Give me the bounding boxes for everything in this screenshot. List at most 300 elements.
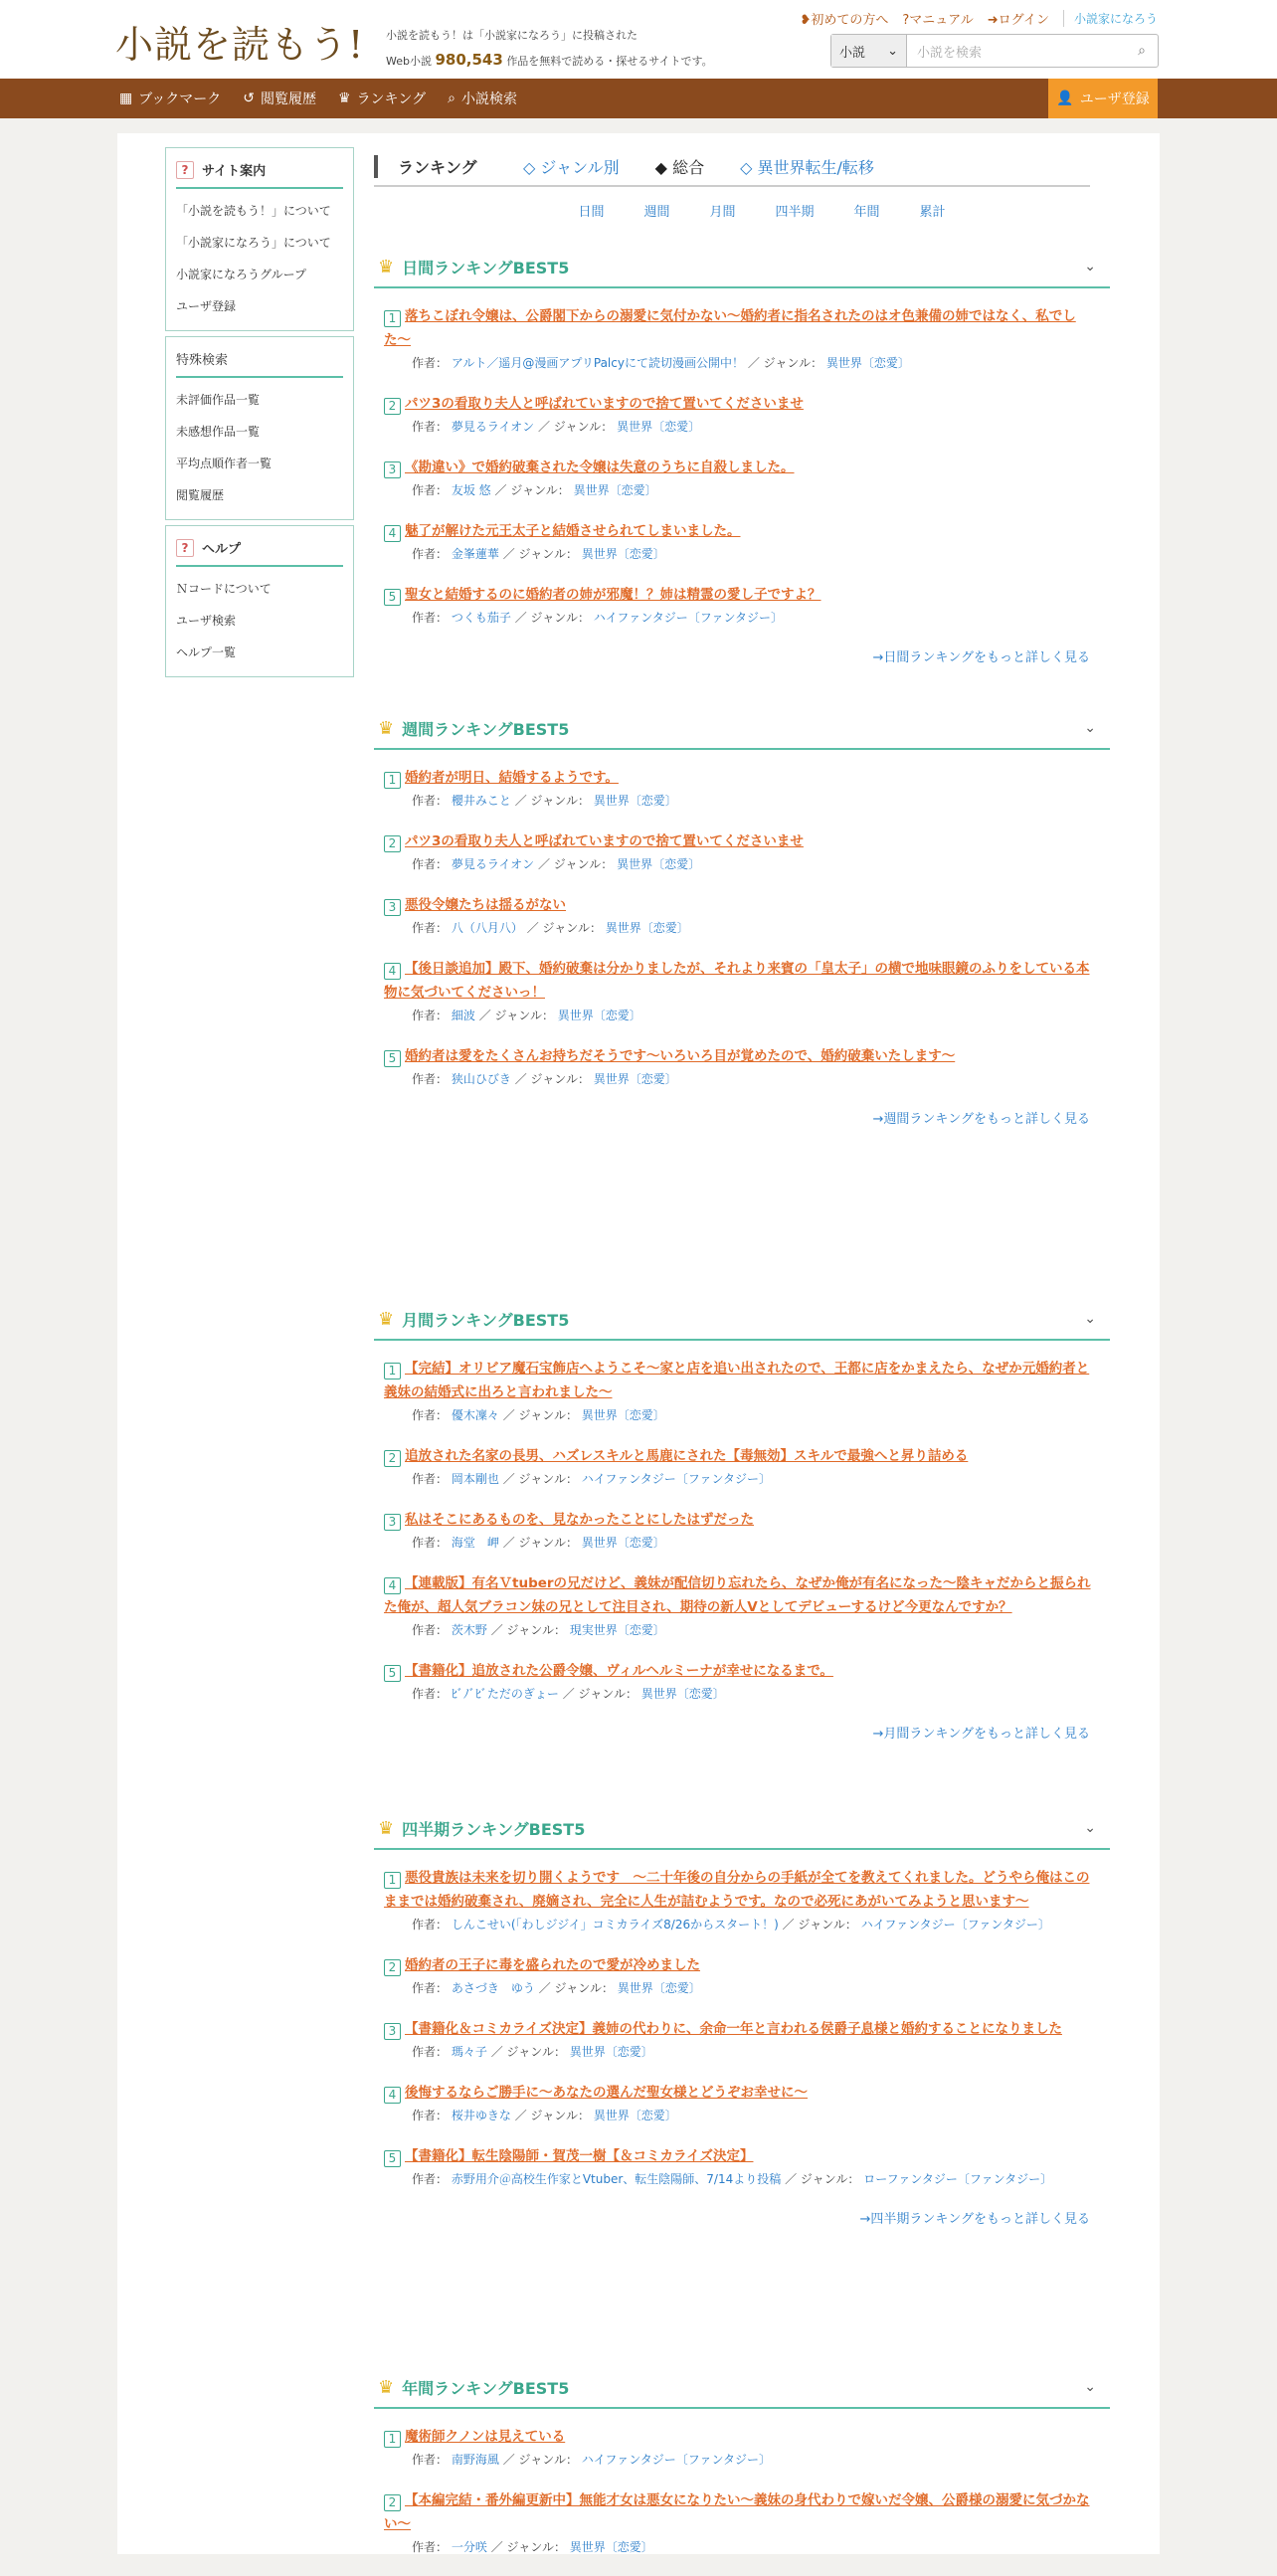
novel-title-link[interactable] bbox=[384, 1571, 1100, 1619]
author-link[interactable]: 岡本剛也 bbox=[451, 1472, 499, 1486]
author-label: 作者： bbox=[412, 483, 449, 497]
author-label: 作者： bbox=[412, 1536, 449, 1550]
novel-title-link[interactable] bbox=[384, 2425, 1100, 2449]
author-label: 作者： bbox=[412, 356, 449, 370]
entry-meta bbox=[384, 2536, 1100, 2558]
genre-label: ／ ジャンル： bbox=[514, 611, 590, 625]
novel-title: 落ちこぼれ令嬢は、公爵閣下からの溺愛に気付かない〜婚約者に指名されたのはオ色兼備の姉ではなく、私でした〜 bbox=[384, 308, 1076, 348]
author-link[interactable]: 茨木野 bbox=[451, 1623, 487, 1637]
novel-title-link[interactable] bbox=[384, 1659, 1100, 1683]
entry-meta bbox=[384, 1404, 1100, 1426]
rank-number: 4 bbox=[384, 963, 401, 980]
section-header[interactable] bbox=[374, 1808, 1110, 1850]
author-link[interactable]: 細波 bbox=[451, 1009, 475, 1022]
novel-title-link[interactable] bbox=[384, 2081, 1100, 2105]
nav-history-label: 閲覧履歴 bbox=[261, 92, 316, 107]
genre-label: ／ ジャンル： bbox=[562, 1687, 638, 1701]
help-icon: ? bbox=[176, 539, 194, 557]
novel-title: 婚約者は愛をたくさんお持ちだそうです～いろいろ目が覚めたので、婚約破棄いたします～ bbox=[405, 1048, 956, 1064]
rank-number: 4 bbox=[384, 525, 401, 542]
sidebar-item-avg-score-authors[interactable]: 平均点順作者一覧 bbox=[176, 457, 273, 470]
search-input[interactable]: 小説を検索 bbox=[917, 45, 983, 61]
novel-title-link[interactable] bbox=[384, 1357, 1100, 1404]
novel-title: 【連載版】有名Ｖtuberの兄だけど、義妹が配信切り忘れたら、なぜか俺が有名になった～陰キャだからと振られた俺が、超人気ブラコン妹の兄として注目され、期待の新人Vとしてデビューするけど今更なんですか？ bbox=[384, 1575, 1091, 1615]
ranking-entry bbox=[384, 1357, 1100, 1426]
history-icon: ↺ bbox=[243, 91, 255, 106]
author-label: 作者： bbox=[412, 1408, 449, 1422]
entry-meta bbox=[384, 1619, 1100, 1641]
main-nav bbox=[0, 79, 1277, 118]
more-ranking-link[interactable]: →日間ランキングをもっと詳しく見る bbox=[872, 650, 1090, 665]
novel-title-link[interactable] bbox=[384, 1444, 1100, 1468]
sidebar-item-about-yomou[interactable]: 「小説を読もう！」について bbox=[176, 204, 331, 218]
ranking-list bbox=[374, 750, 1110, 1090]
sidebar-item-about-narou[interactable]: 「小説家になろう」について bbox=[176, 236, 331, 250]
rank-number: 5 bbox=[384, 589, 401, 606]
section-header[interactable] bbox=[374, 247, 1110, 288]
nav-bookmark[interactable] bbox=[119, 89, 221, 108]
author-link[interactable]: 櫻井みこと bbox=[451, 794, 511, 808]
author-link[interactable]: 八（八月八） bbox=[451, 921, 523, 935]
register-label: ユーザ登録 bbox=[1079, 92, 1150, 107]
genre-link[interactable]: 異世界〔恋愛〕 bbox=[593, 2109, 677, 2122]
ranking-entry bbox=[384, 2144, 1100, 2190]
sidebar-item-history[interactable]: 閲覧履歴 bbox=[176, 488, 225, 502]
period-monthly[interactable]: 月間 bbox=[709, 205, 736, 220]
genre-link[interactable]: 異世界〔恋愛〕 bbox=[593, 1072, 677, 1086]
author-link[interactable]: ﾋﾞﾉﾞﾋﾞただのぎょー bbox=[451, 1687, 559, 1701]
sidebar-site-guide bbox=[165, 147, 354, 331]
author-link[interactable]: 海堂 岬 bbox=[451, 1536, 499, 1550]
ranking-list bbox=[374, 288, 1110, 629]
chevron-down-icon[interactable]: ⌄ bbox=[1084, 1311, 1096, 1327]
novel-title-link[interactable] bbox=[384, 766, 1100, 790]
section-title: 日間ランキングBEST5 bbox=[402, 258, 570, 277]
novel-title: 婚約者の王子に毒を盛られたので愛が冷めました bbox=[405, 1957, 700, 1973]
sidebar-item-help-list[interactable]: ヘルプ一覧 bbox=[176, 645, 237, 659]
entry-meta bbox=[384, 917, 1100, 939]
novel-title-link[interactable] bbox=[384, 957, 1100, 1005]
author-link[interactable]: 瑪々子 bbox=[451, 2045, 487, 2059]
help-title: ヘルプ bbox=[202, 542, 242, 557]
more-ranking-link[interactable]: →週間ランキングをもっと詳しく見る bbox=[872, 1112, 1090, 1127]
section-title-wrap bbox=[378, 1308, 569, 1331]
site-guide-title: サイト案内 bbox=[202, 164, 267, 179]
entry-meta bbox=[384, 2105, 1100, 2126]
entry-meta bbox=[384, 790, 1100, 812]
section-header[interactable] bbox=[374, 708, 1110, 750]
ranking-entry bbox=[384, 392, 1100, 438]
rank-number: 3 bbox=[384, 1514, 401, 1531]
novel-title: 後悔するならご勝手に～あなたの選んだ聖女様とどうぞお幸せに～ bbox=[405, 2085, 808, 2101]
user-icon: 👤 bbox=[1056, 91, 1074, 106]
ranking-entry bbox=[384, 583, 1100, 629]
ranking-list bbox=[374, 1850, 1110, 2190]
novel-title-link[interactable] bbox=[384, 893, 1100, 917]
site-header bbox=[0, 0, 1277, 79]
rank-number: 1 bbox=[384, 1872, 401, 1889]
novel-title-link[interactable] bbox=[384, 2144, 1100, 2168]
genre-label: ／ ジャンル： bbox=[514, 2109, 590, 2122]
author-label: 作者： bbox=[412, 2045, 449, 2059]
novel-title: 【書籍化＆コミカライズ決定】義姉の代わりに、余命一年と言われる侯爵子息様と婚約することになりました bbox=[405, 2021, 1062, 2037]
genre-link[interactable]: ハイファンタジー〔ファンタジー〕 bbox=[593, 611, 783, 625]
section-title: 四半期ランキングBEST5 bbox=[402, 1819, 586, 1839]
ranking-section-yearly bbox=[374, 2367, 1110, 2576]
rank-number: 3 bbox=[384, 2023, 401, 2040]
genre-label: ／ ジャンル： bbox=[526, 921, 602, 935]
ranking-entry bbox=[384, 2081, 1100, 2126]
chevron-down-icon[interactable]: ⌄ bbox=[1084, 1820, 1096, 1836]
ranking-entry bbox=[384, 2425, 1100, 2471]
author-link[interactable]: 桜井ゆきな bbox=[451, 2109, 511, 2122]
ranking-entry bbox=[384, 766, 1100, 812]
author-label: 作者： bbox=[412, 547, 449, 561]
entry-meta bbox=[384, 1068, 1100, 1090]
genre-label: ／ ジャンル： bbox=[537, 420, 614, 434]
genre-link[interactable]: 異世界〔恋愛〕 bbox=[569, 2540, 653, 2554]
novel-title: 悪役令嬢たちは揺るがない bbox=[405, 897, 566, 913]
manual-label: マニュアル bbox=[909, 13, 974, 28]
nav-ranking-label: ランキング bbox=[356, 92, 427, 107]
genre-link[interactable]: 異世界〔恋愛〕 bbox=[581, 1408, 665, 1422]
novel-title-link[interactable] bbox=[384, 304, 1100, 352]
rank-number: 2 bbox=[384, 398, 401, 415]
ranking-entry bbox=[384, 1659, 1100, 1705]
crown-icon: ♛ bbox=[378, 717, 395, 739]
rank-number: 3 bbox=[384, 899, 401, 916]
novel-title: 【完結】オリビア魔石宝飾店へようこそ～家と店を追い出されたので、王都に店をかまえたら、なぜか元婚約者と義妹の結婚式に出ろと言われました～ bbox=[384, 1361, 1090, 1400]
genre-link[interactable]: 異世界〔恋愛〕 bbox=[617, 1981, 701, 1995]
genre-label: ／ ジャンル： bbox=[490, 2540, 566, 2554]
novel-title: パツ3の看取り夫人と呼ばれていますので捨て置いてくださいませ bbox=[405, 396, 804, 412]
crown-icon: ♛ bbox=[338, 91, 351, 106]
rank-number: 1 bbox=[384, 1363, 401, 1380]
section-title-wrap bbox=[378, 1817, 585, 1840]
tagline-pre: Web小説 bbox=[386, 55, 432, 68]
sidebar-item-narou-group[interactable]: 小説家になろうグループ bbox=[176, 268, 307, 281]
nav-bookmark-label: ブックマーク bbox=[138, 92, 222, 107]
rank-number: 1 bbox=[384, 2431, 401, 2448]
author-link[interactable]: 友坂 悠 bbox=[451, 483, 491, 497]
genre-link[interactable]: ハイファンタジー〔ファンタジー〕 bbox=[581, 2453, 771, 2467]
novel-title-link[interactable] bbox=[384, 1508, 1100, 1532]
novel-title: 婚約者が明日、結婚するようです。 bbox=[405, 770, 619, 786]
genre-label: ／ ジャンル： bbox=[502, 1536, 578, 1550]
ranking-section-quarterly bbox=[374, 1808, 1110, 2227]
section-header[interactable] bbox=[374, 2367, 1110, 2409]
author-label: 作者： bbox=[412, 2172, 449, 2186]
ranking-entry bbox=[384, 1953, 1100, 1999]
section-title-wrap bbox=[378, 256, 569, 278]
bookmark-icon: ❥ bbox=[800, 13, 812, 28]
top-links bbox=[800, 9, 1158, 28]
sidebar-item-user-search[interactable]: ユーザ検索 bbox=[176, 614, 237, 628]
author-label: 作者： bbox=[412, 2109, 449, 2122]
novel-title-link[interactable] bbox=[384, 392, 1100, 416]
sidebar-item-no-comments[interactable]: 未感想作品一覧 bbox=[176, 425, 261, 439]
chevron-down-icon: ⌄ bbox=[887, 43, 898, 59]
entry-meta bbox=[384, 352, 1100, 374]
nav-history[interactable] bbox=[243, 89, 316, 108]
author-link[interactable]: しんこせい(「わしジジイ」コミカライズ8/26からスタート！) bbox=[451, 1918, 779, 1932]
crown-icon: ♛ bbox=[378, 2376, 395, 2398]
first-time-link[interactable] bbox=[800, 9, 888, 28]
genre-label: ／ ジャンル： bbox=[494, 483, 570, 497]
section-title-wrap bbox=[378, 2376, 569, 2399]
novel-title: 魔術師クノンは見えている bbox=[405, 2429, 566, 2445]
ranking-entry bbox=[384, 304, 1100, 374]
author-label: 作者： bbox=[412, 1009, 449, 1022]
novel-title-link[interactable] bbox=[384, 1044, 1100, 1068]
site-guide-heading bbox=[176, 156, 343, 189]
tagline-line1: 小説を読もう！は「小説家になろう」に投稿された bbox=[386, 29, 638, 42]
author-link[interactable]: つくも茄子 bbox=[451, 611, 511, 625]
help-icon: ? bbox=[176, 161, 194, 179]
rank-number: 1 bbox=[384, 310, 401, 327]
author-label: 作者： bbox=[412, 857, 449, 871]
genre-label: ／ ジャンル： bbox=[514, 1072, 590, 1086]
author-link[interactable]: 夢見るライオン bbox=[451, 857, 535, 871]
ranking-entry bbox=[384, 1444, 1100, 1490]
entry-meta bbox=[384, 1005, 1100, 1026]
genre-link[interactable]: ハイファンタジー〔ファンタジー〕 bbox=[581, 1472, 771, 1486]
period-quarterly[interactable]: 四半期 bbox=[775, 205, 815, 220]
first-time-label: 初めての方へ bbox=[811, 13, 889, 28]
login-icon: ➜ bbox=[987, 13, 999, 28]
genre-link[interactable]: 異世界〔恋愛〕 bbox=[581, 1536, 665, 1550]
period-daily[interactable]: 日間 bbox=[578, 205, 605, 220]
genre-link[interactable]: 異世界〔恋愛〕 bbox=[557, 1009, 641, 1022]
author-label: 作者： bbox=[412, 2540, 449, 2554]
entry-meta bbox=[384, 1977, 1100, 1999]
novel-title-link[interactable] bbox=[384, 1866, 1100, 1914]
author-label: 作者： bbox=[412, 1687, 449, 1701]
author-link[interactable]: あさづき ゆう bbox=[451, 1981, 535, 1995]
author-label: 作者： bbox=[412, 794, 449, 808]
ranking-entry bbox=[384, 2488, 1100, 2558]
genre-label: ／ ジャンル： bbox=[538, 1981, 614, 1995]
special-search-heading: 特殊検索 bbox=[176, 345, 343, 378]
ranking-list bbox=[374, 1341, 1110, 1705]
genre-link[interactable]: 現実世界〔恋愛〕 bbox=[569, 1623, 665, 1637]
sidebar-help bbox=[165, 525, 354, 677]
novel-title-link[interactable] bbox=[384, 2017, 1100, 2041]
novel-title: 私はそこにあるものを、見なかったことにしたはずだった bbox=[405, 1512, 754, 1528]
genre-link[interactable]: 異世界〔恋愛〕 bbox=[640, 1687, 725, 1701]
author-link[interactable]: 夢見るライオン bbox=[451, 420, 535, 434]
genre-link[interactable]: 異世界〔恋愛〕 bbox=[581, 547, 665, 561]
login-link[interactable] bbox=[988, 9, 1049, 28]
genre-link[interactable]: 異世界〔恋愛〕 bbox=[617, 420, 701, 434]
question-icon: ? bbox=[902, 13, 910, 28]
tagline-post: 作品を無料で読める・探せるサイトです。 bbox=[506, 55, 713, 68]
novel-title: 悪役貴族は未来を切り開くようです ～二十年後の自分からの手紙が全てを教えてくれました。どうやら俺はこのままでは婚約破棄され、廃嫡され、完全に人生が詰むようです。なので必死にあがいてみようと思います～ bbox=[384, 1870, 1090, 1910]
sidebar-item-unrated[interactable]: 未評価作品一覧 bbox=[176, 393, 261, 407]
author-link[interactable]: 南野海風 bbox=[451, 2453, 499, 2467]
genre-label: ／ ジャンル： bbox=[478, 1009, 554, 1022]
section-title: 年間ランキングBEST5 bbox=[402, 2378, 570, 2398]
rank-number: 2 bbox=[384, 1450, 401, 1467]
crown-icon: ♛ bbox=[378, 1817, 395, 1839]
genre-label: ／ ジャンル： bbox=[785, 2172, 860, 2186]
novel-title: 【本編完結・番外編更新中】無能才女は悪女になりたい～義妹の身代わりで嫁いだ令嬢、公爵様の溺愛に気づかない～ bbox=[384, 2492, 1090, 2532]
sidebar-item-ncode[interactable]: Ｎコードについて bbox=[176, 582, 272, 596]
rank-number: 3 bbox=[384, 461, 401, 478]
novel-title: 魅了が解けた元王太子と結婚させられてしまいました。 bbox=[405, 523, 741, 539]
ranking-entry bbox=[384, 2017, 1100, 2063]
rank-number: 5 bbox=[384, 2150, 401, 2167]
author-label: 作者： bbox=[412, 420, 449, 434]
author-label: 作者： bbox=[412, 1918, 449, 1932]
entry-meta bbox=[384, 607, 1100, 629]
genre-label: ／ ジャンル： bbox=[747, 356, 823, 370]
rank-number: 5 bbox=[384, 1665, 401, 1682]
author-label: 作者： bbox=[412, 611, 449, 625]
ranking-section-daily bbox=[374, 247, 1110, 665]
period-yearly[interactable]: 年間 bbox=[853, 205, 880, 220]
ranking-entry bbox=[384, 1508, 1100, 1554]
entry-meta bbox=[384, 1683, 1100, 1705]
novel-title-link[interactable] bbox=[384, 519, 1100, 543]
section-title: 週間ランキングBEST5 bbox=[402, 719, 570, 739]
search-box bbox=[830, 34, 1159, 68]
rank-number: 4 bbox=[384, 1577, 401, 1594]
novel-title: 追放された名家の長男、ハズレスキルと馬鹿にされた【毒無効】スキルで最強へと昇り詰める bbox=[405, 1448, 969, 1464]
novel-title: 【後日談追加】殿下、婚約破棄は分かりましたが、それより来賓の「皇太子」の横で地味眼鏡のふりをしている本物に気づいてくださいっ！ bbox=[384, 961, 1090, 1001]
genre-link[interactable]: 異世界〔恋愛〕 bbox=[569, 2045, 653, 2059]
section-header[interactable] bbox=[374, 1299, 1110, 1341]
novel-title-link[interactable] bbox=[384, 2488, 1100, 2536]
period-total[interactable]: 累計 bbox=[919, 205, 946, 220]
genre-label: ／ ジャンル： bbox=[782, 1918, 857, 1932]
manual-link[interactable] bbox=[902, 9, 973, 28]
author-link[interactable]: 狭山ひびき bbox=[451, 1072, 511, 1086]
novel-title-link[interactable] bbox=[384, 1953, 1100, 1977]
author-label: 作者： bbox=[412, 1472, 449, 1486]
ranking-tabs bbox=[374, 147, 1090, 187]
entry-meta bbox=[384, 479, 1100, 501]
search-type-select[interactable] bbox=[831, 35, 907, 67]
nav-ranking[interactable] bbox=[338, 89, 426, 108]
work-count: 980,543 bbox=[435, 51, 503, 69]
rank-number: 2 bbox=[384, 2494, 401, 2511]
ranking-entry bbox=[384, 829, 1100, 875]
tab-genre[interactable]: ◇ ジャンル別 bbox=[523, 157, 620, 177]
tab-isekai[interactable]: ◇ 異世界転生/転移 bbox=[740, 157, 874, 177]
genre-link[interactable]: ハイファンタジー〔ファンタジー〕 bbox=[860, 1918, 1050, 1932]
chevron-down-icon[interactable]: ⌄ bbox=[1084, 2379, 1096, 2395]
rank-number: 1 bbox=[384, 772, 401, 789]
author-link[interactable]: 一分咲 bbox=[451, 2540, 487, 2554]
login-label: ログイン bbox=[998, 13, 1049, 28]
search-type-value: 小説 bbox=[839, 45, 866, 61]
novel-title: 《勘違い》で婚約破棄された令嬢は失意のうちに自殺しました。 bbox=[405, 460, 795, 475]
ranking-section-monthly bbox=[374, 1299, 1110, 1742]
crown-icon: ♛ bbox=[378, 1308, 395, 1330]
entry-meta bbox=[384, 2168, 1100, 2190]
site-logo[interactable]: 小説を読もう! bbox=[115, 23, 365, 67]
genre-label: ／ ジャンル： bbox=[514, 794, 590, 808]
genre-label: ／ ジャンル： bbox=[502, 1408, 578, 1422]
novel-title-link[interactable] bbox=[384, 583, 1100, 607]
novel-title-link[interactable] bbox=[384, 829, 1100, 853]
ranking-entry bbox=[384, 1866, 1100, 1935]
period-links bbox=[374, 201, 1090, 220]
ranking-entry bbox=[384, 957, 1100, 1026]
ranking-section-weekly bbox=[374, 708, 1110, 1127]
novel-title: 【書籍化】追放された公爵令嬢、ヴィルヘルミーナが幸せになるまで。 bbox=[405, 1663, 833, 1679]
entry-meta bbox=[384, 2449, 1100, 2471]
author-label: 作者： bbox=[412, 1623, 449, 1637]
section-title-wrap bbox=[378, 717, 569, 740]
genre-link[interactable]: 異世界〔恋愛〕 bbox=[617, 857, 701, 871]
search-icon: ⌕ bbox=[1138, 43, 1146, 59]
genre-link[interactable]: 異世界〔恋愛〕 bbox=[593, 794, 677, 808]
genre-label: ／ ジャンル： bbox=[502, 1472, 578, 1486]
more-ranking-link[interactable]: →四半期ランキングをもっと詳しく見る bbox=[859, 2212, 1090, 2227]
ranking-entry bbox=[384, 1044, 1100, 1090]
author-link[interactable]: 優木凜々 bbox=[451, 1408, 499, 1422]
novel-title-link[interactable] bbox=[384, 456, 1100, 479]
genre-label: ／ ジャンル： bbox=[490, 2045, 566, 2059]
genre-link[interactable]: 異世界〔恋愛〕 bbox=[573, 483, 657, 497]
nav-search[interactable] bbox=[448, 89, 517, 108]
tab-overall[interactable]: ◆ 総合 bbox=[654, 157, 705, 177]
genre-link[interactable]: 異世界〔恋愛〕 bbox=[825, 356, 910, 370]
rank-number: 2 bbox=[384, 1959, 401, 1976]
genre-link[interactable]: 異世界〔恋愛〕 bbox=[605, 921, 689, 935]
entry-meta bbox=[384, 543, 1100, 565]
genre-link[interactable]: ローファンタジー〔ファンタジー〕 bbox=[863, 2172, 1053, 2186]
entry-meta bbox=[384, 1914, 1100, 1935]
ranking-entry bbox=[384, 893, 1100, 939]
section-title: 月間ランキングBEST5 bbox=[402, 1310, 570, 1330]
more-ranking-link[interactable]: →月間ランキングをもっと詳しく見る bbox=[872, 1727, 1090, 1742]
author-label: 作者： bbox=[412, 921, 449, 935]
genre-label: ／ ジャンル： bbox=[490, 1623, 566, 1637]
narou-logo[interactable]: 小説家になろう bbox=[1063, 10, 1158, 27]
entry-meta bbox=[384, 416, 1100, 438]
genre-label: ／ ジャンル： bbox=[502, 547, 578, 561]
ranking-list bbox=[374, 2409, 1110, 2558]
tagline-line2 bbox=[386, 48, 713, 74]
author-label: 作者： bbox=[412, 1072, 449, 1086]
ranking-entry bbox=[384, 519, 1100, 565]
entry-meta bbox=[384, 1468, 1100, 1490]
search-button[interactable] bbox=[1126, 35, 1158, 67]
chevron-down-icon[interactable]: ⌄ bbox=[1084, 720, 1096, 736]
period-weekly[interactable]: 週間 bbox=[643, 205, 670, 220]
author-link[interactable]: アルト／遥月@漫画アプリPalcyにて読切漫画公開中！ bbox=[451, 356, 744, 370]
ranking-title: ランキング bbox=[374, 155, 523, 178]
sidebar-special-search bbox=[165, 336, 354, 520]
chevron-down-icon[interactable]: ⌄ bbox=[1084, 259, 1096, 275]
novel-title: 【書籍化】転生陰陽師・賀茂一樹【＆コミカライズ決定】 bbox=[405, 2148, 754, 2164]
rank-number: 4 bbox=[384, 2087, 401, 2104]
ranking-entry bbox=[384, 456, 1100, 501]
register-button[interactable] bbox=[1048, 79, 1158, 118]
rank-number: 5 bbox=[384, 1050, 401, 1067]
search-icon: ⌕ bbox=[448, 91, 456, 106]
author-link[interactable]: 金峯蓮華 bbox=[451, 547, 499, 561]
genre-label: ／ ジャンル： bbox=[537, 857, 614, 871]
sidebar-item-register[interactable]: ユーザ登録 bbox=[176, 299, 237, 313]
nav-search-label: 小説検索 bbox=[461, 92, 517, 107]
genre-label: ／ ジャンル： bbox=[502, 2453, 578, 2467]
help-heading bbox=[176, 534, 343, 567]
author-link[interactable]: 赤野用介＠高校生作家とVtuber、転生陰陽師、7/14より投稿 bbox=[451, 2172, 782, 2186]
